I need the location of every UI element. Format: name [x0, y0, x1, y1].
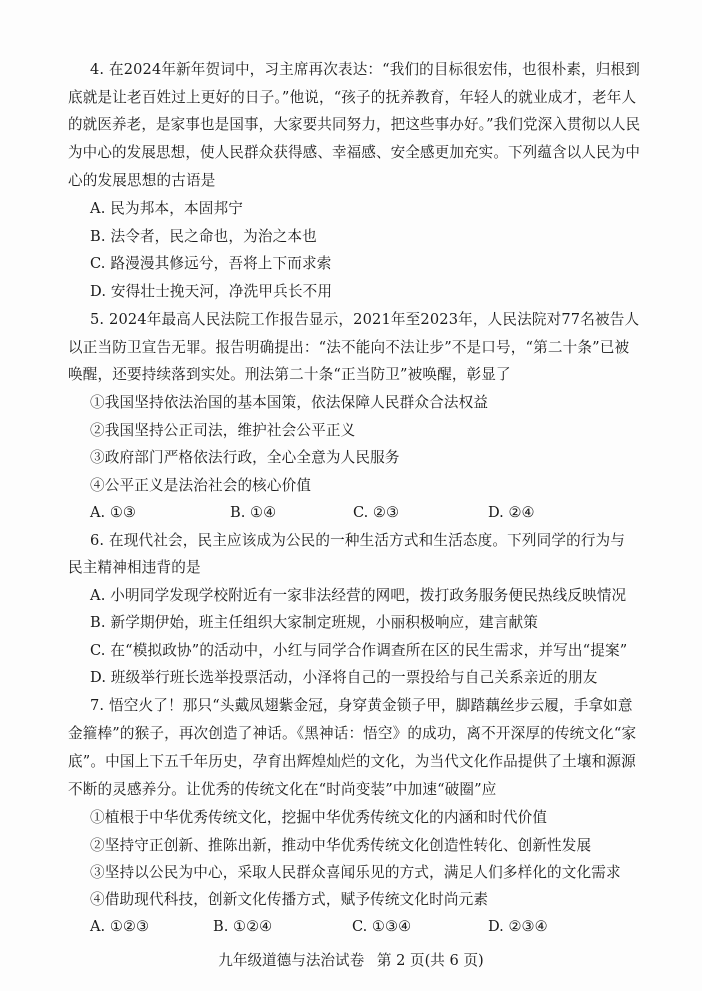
- question-7-choice-a: A. ①②③: [90, 918, 150, 935]
- question-7-item-3: ③坚持以公民为中心，采取人民群众喜闻乐见的方式，满足人们多样化的文化需求: [90, 864, 621, 881]
- question-5-choice-b: B. ①④: [230, 504, 277, 521]
- footer-page-number: 第 2 页(共 6 页): [376, 952, 484, 969]
- question-6-stem-line-1: 6. 在现代社会，民主应该成为公民的一种生活方式和生活态度。下列同学的行为与: [90, 532, 626, 549]
- question-5-stem-line-3: 唤醒，还要持续落到实处。刑法第二十条“正当防卫”被唤醒，彰显了: [68, 366, 511, 383]
- question-5-stem-line-2: 以正当防卫宣告无罪。报告明确提出：“法不能向不法让步”不是口号，“第二十条”已被: [68, 339, 630, 356]
- question-7-choice-b: B. ①②④: [213, 918, 273, 935]
- question-4-stem-line-2: 底就是让老百姓过上更好的日子。”他说，“孩子的抚养教育，年轻人的就业成才，老年人: [68, 89, 637, 106]
- question-7-stem-line-3: 底”。中国上下五千年历史，孕育出辉煌灿烂的文化，为当代文化作品提供了土壤和源源: [68, 753, 636, 770]
- question-5-choice-a: A. ①③: [90, 504, 136, 521]
- question-4-stem-line-4: 为中心的发展思想，使人民群众获得感、幸福感、安全感更加充实。下列蕴含以人民为中: [68, 144, 641, 161]
- question-6-option-a: A. 小明同学发现学校附近有一家非法经营的网吧，拨打政务服务便民热线反映情况: [90, 587, 627, 604]
- footer-subject: 九年级道德与法治试卷: [218, 952, 365, 969]
- question-5-stem-line-1: 5. 2024年最高人民法院工作报告显示，2021年至2023年，人民法院对77名被告人: [90, 311, 640, 328]
- question-4-option-d: D. 安得壮士挽天河，净洗甲兵长不用: [90, 283, 333, 300]
- question-7-stem-line-1: 7. 悟空火了！那只“头戴凤翅紫金冠，身穿黄金锁子甲，脚踏藕丝步云履，手拿如意: [90, 697, 633, 714]
- question-5-item-1: ①我国坚持依法治国的基本国策，依法保障人民群众合法权益: [90, 394, 489, 411]
- question-7-choice-d: D. ②③④: [488, 918, 548, 935]
- question-5-item-4: ④公平正义是法治社会的核心价值: [90, 477, 312, 494]
- question-6-option-c: C. 在“模拟政协”的活动中，小红与同学合作调查所在区的民生需求，并写出“提案”: [90, 642, 628, 659]
- question-4-option-c: C. 路漫漫其修远兮，吾将上下而求索: [90, 255, 332, 272]
- question-6-option-d: D. 班级举行班长选举投票活动，小泽将自己的一票投给与自己关系亲近的朋友: [90, 669, 598, 686]
- question-4-option-b: B. 法令者，民之命也，为治之本也: [90, 228, 317, 245]
- question-7-stem-line-2: 金箍棒”的猴子，再次创造了神话。《黑神话：悟空》的成功，离不开深厚的传统文化“家: [68, 725, 637, 742]
- question-7-choice-c: C. ①③④: [352, 918, 412, 935]
- question-4-stem-line-1: 4. 在2024年新年贺词中，习主席再次表达：“我们的目标很宏伟，也很朴素，归根到: [90, 61, 640, 78]
- question-7-item-4: ④借助现代科技，创新文化传播方式，赋予传统文化时尚元素: [90, 891, 489, 908]
- question-6-stem-line-2: 民主精神相违背的是: [68, 559, 201, 576]
- question-5-item-3: ③政府部门严格依法行政，全心全意为人民服务: [90, 449, 400, 466]
- question-4-stem-line-5: 心的发展思想的古语是: [68, 172, 216, 189]
- question-5-item-2: ②我国坚持公正司法，维护社会公平正义: [90, 422, 356, 439]
- question-5-choice-c: C. ②③: [353, 504, 400, 521]
- question-4-option-a: A. 民为邦本，本固邦宁: [90, 200, 243, 217]
- page-footer: [0, 951, 702, 971]
- question-7-item-1: ①植根于中华优秀传统文化，挖掘中华优秀传统文化的内涵和时代价值: [90, 809, 548, 826]
- question-6-option-b: B. 新学期伊始，班主任组织大家制定班规，小丽积极响应，建言献策: [90, 614, 539, 631]
- question-5-choice-d: D. ②④: [488, 504, 535, 521]
- question-7-stem-line-4: 不断的灵感养分。让优秀的传统文化在“时尚变装”中加速“破圈”应: [68, 781, 497, 798]
- question-4-stem-line-3: 的就医养老，是家事也是国事，大家要共同努力，把这些事办好。”我们党深入贯彻以人民: [68, 116, 641, 133]
- question-7-item-2: ②坚持守正创新、推陈出新，推动中华优秀传统文化创造性转化、创新性发展: [90, 837, 592, 854]
